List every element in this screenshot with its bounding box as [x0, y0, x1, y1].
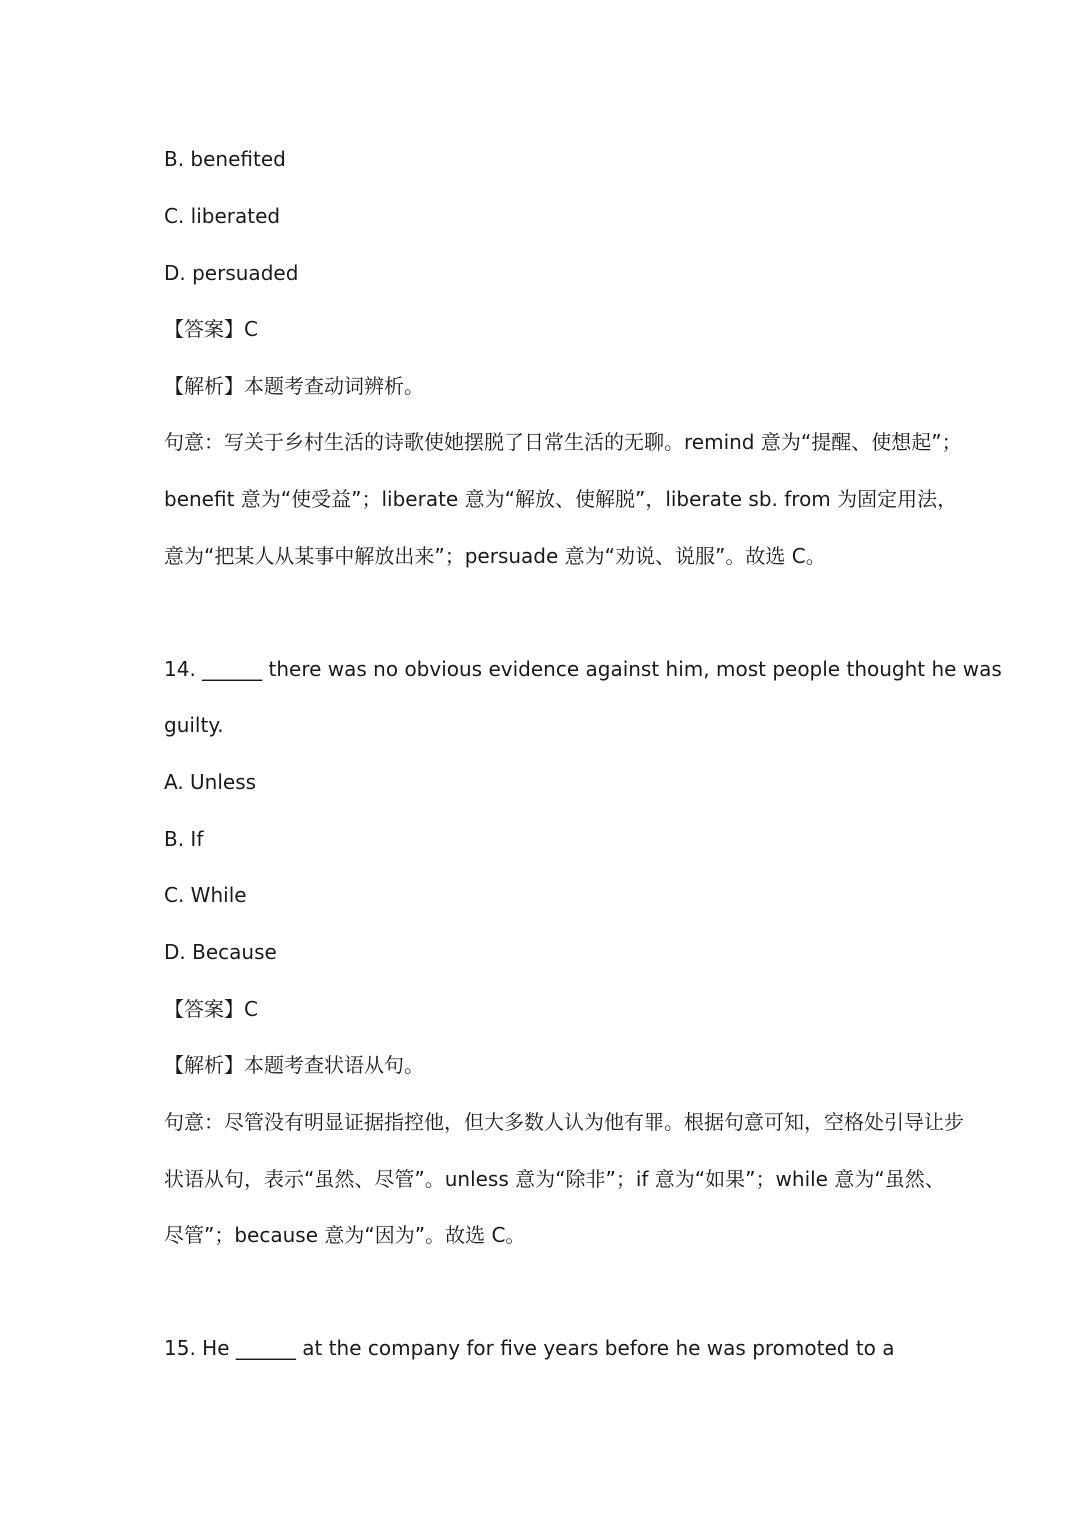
q15-stem-line-1: 15. He ______ at the company for five years before he was promoted to a — [164, 1336, 895, 1360]
q13-analysis-line-2: benefit 意为“使受益”；liberate 意为“解放、使解脱”，liberate sb. from 为固定用法， — [164, 487, 958, 511]
q13-analysis-line-3: 意为“把某人从某事中解放出来”；persuade 意为“劝说、说服”。故选 C。 — [164, 544, 826, 568]
q13-analysis-title: 【解析】本题考查动词辨析。 — [164, 374, 424, 398]
q13-option-d: D. persuaded — [164, 261, 299, 285]
q14-analysis-line-3: 尽管”；because 意为“因为”。故选 C。 — [164, 1223, 526, 1247]
q14-answer: 【答案】C — [164, 997, 258, 1021]
q13-analysis-line-1: 句意：写关于乡村生活的诗歌使她摆脱了日常生活的无聊。remind 意为“提醒、使想起”； — [164, 430, 962, 454]
q14-option-c: C. While — [164, 883, 247, 907]
q13-option-c: C. liberated — [164, 204, 281, 228]
q14-stem-line-2: guilty. — [164, 713, 224, 737]
q14-analysis-line-1: 句意：尽管没有明显证据指控他，但大多数人认为他有罪。根据句意可知，空格处引导让步 — [164, 1110, 964, 1134]
q14-option-a: A. Unless — [164, 770, 257, 794]
q14-option-d: D. Because — [164, 940, 277, 964]
q14-analysis-title: 【解析】本题考查状语从句。 — [164, 1053, 424, 1077]
q14-stem-line-1: 14. ______ there was no obvious evidence against him, most people thought he was — [164, 657, 1002, 681]
q13-option-b: B. benefited — [164, 147, 286, 171]
q14-option-b: B. If — [164, 827, 204, 851]
q13-answer: 【答案】C — [164, 317, 258, 341]
q14-analysis-line-2: 状语从句，表示“虽然、尽管”。unless 意为“除非”；if 意为“如果”；while 意为“虽然、 — [164, 1167, 945, 1191]
